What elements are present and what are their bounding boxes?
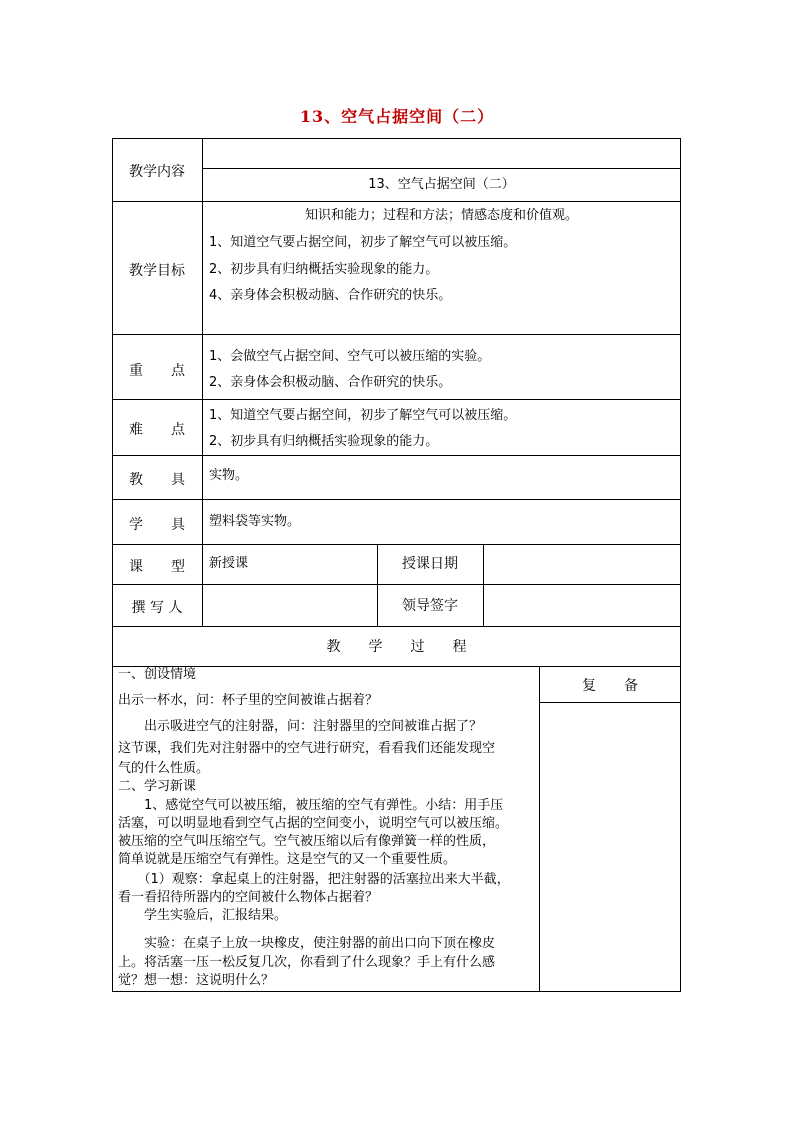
row-line-content-inner bbox=[202, 168, 681, 169]
content-label: 教学内容 bbox=[129, 164, 185, 180]
difficult-points-label: 难 点 bbox=[129, 422, 185, 438]
content-value: 13、空气占据空间（二） bbox=[368, 177, 515, 192]
process-line: 觉？想一想：这说明什么？ bbox=[118, 973, 275, 988]
lesson-type-label: 课 型 bbox=[129, 559, 185, 575]
row-line-5 bbox=[112, 499, 681, 500]
process-line: （1）观察：拿起桌上的注射器，把注射器的活塞拉出来大半截， bbox=[118, 872, 510, 887]
teacher-tools-label: 教 具 bbox=[129, 472, 185, 488]
goal-item: 4、亲身体会积极动脑、合作研究的快乐。 bbox=[209, 288, 452, 303]
difficult-point-item: 2、初步具有归纳概括实验现象的能力。 bbox=[209, 434, 439, 449]
goal-item: 1、知道空气要占据空间，初步了解空气可以被压缩。 bbox=[209, 235, 517, 250]
row-line-4 bbox=[112, 455, 681, 456]
row-line-bottom bbox=[112, 991, 681, 992]
teacher-tools-value: 实物。 bbox=[209, 468, 249, 483]
difficult-point-item: 1、知道空气要占据空间，初步了解空气可以被压缩。 bbox=[209, 408, 517, 423]
review-column-divider bbox=[539, 666, 540, 992]
process-line: 被压缩的空气叫压缩空气。空气被压缩以后有像弹簧一样的性质， bbox=[118, 834, 496, 849]
row-line-3 bbox=[112, 399, 681, 400]
process-label: 教 学 过 程 bbox=[326, 639, 467, 655]
process-line: 一、创设情境 bbox=[118, 667, 197, 682]
lesson-date-label: 授课日期 bbox=[402, 556, 458, 572]
process-line: 上。将活塞一压一松反复几次，你看到了什么现象？手上有什么感 bbox=[118, 955, 496, 970]
process-line: 学生实验后，汇报结果。 bbox=[118, 908, 288, 923]
process-line: 出示一杯水，问：杯子里的空间被谁占据着？ bbox=[118, 693, 379, 708]
process-line: 1、感觉空气可以被压缩，被压缩的空气有弹性。小结：用手压 bbox=[118, 798, 504, 813]
process-line: 实验：在桌子上放一块橡皮，使注射器的前出口向下顶在橡皮 bbox=[118, 936, 496, 951]
writer-label: 撰 写 人 bbox=[131, 600, 183, 616]
row-line-6 bbox=[112, 544, 681, 545]
row-line-top bbox=[112, 138, 681, 139]
row-line-8 bbox=[112, 626, 681, 627]
row-line-7 bbox=[112, 584, 681, 585]
process-line: 气的什么性质。 bbox=[118, 761, 210, 776]
key-points-label: 重 点 bbox=[129, 363, 185, 379]
row-line-2 bbox=[112, 334, 681, 335]
process-line: 活塞，可以明显地看到空气占据的空间变小，说明空气可以被压缩。 bbox=[118, 816, 509, 831]
goals-label: 教学目标 bbox=[129, 263, 185, 279]
process-line: 简单说就是压缩空气有弹性。这是空气的又一个重要性质。 bbox=[118, 852, 457, 867]
key-point-item: 1、会做空气占据空间、空气可以被压缩的实验。 bbox=[209, 349, 491, 364]
student-tools-label: 学 具 bbox=[129, 517, 185, 533]
goals-header: 知识和能力；过程和方法；情感态度和价值观。 bbox=[304, 208, 578, 223]
mid-divider-right bbox=[483, 544, 484, 626]
lesson-type-value: 新授课 bbox=[209, 556, 249, 571]
leader-sign-label: 领导签字 bbox=[402, 598, 458, 614]
goal-item: 2、初步具有归纳概括实验现象的能力。 bbox=[209, 262, 439, 277]
page-title: 13、空气占据空间（二） bbox=[299, 107, 495, 126]
process-line: 二、学习新课 bbox=[118, 779, 197, 794]
row-line-1 bbox=[112, 201, 681, 202]
table-border-right bbox=[680, 138, 681, 992]
process-line: 这节课，我们先对注射器中的空气进行研究，看看我们还能发现空 bbox=[118, 741, 496, 756]
process-line: 出示吸进空气的注射器，问：注射器里的空间被谁占据了？ bbox=[118, 719, 483, 734]
review-label: 复 备 bbox=[582, 678, 638, 694]
review-header-line bbox=[539, 702, 681, 703]
key-point-item: 2、亲身体会积极动脑、合作研究的快乐。 bbox=[209, 375, 452, 390]
process-line: 看一看招待所器内的空间被什么物体占据着？ bbox=[118, 890, 379, 905]
student-tools-value: 塑料袋等实物。 bbox=[209, 514, 301, 529]
